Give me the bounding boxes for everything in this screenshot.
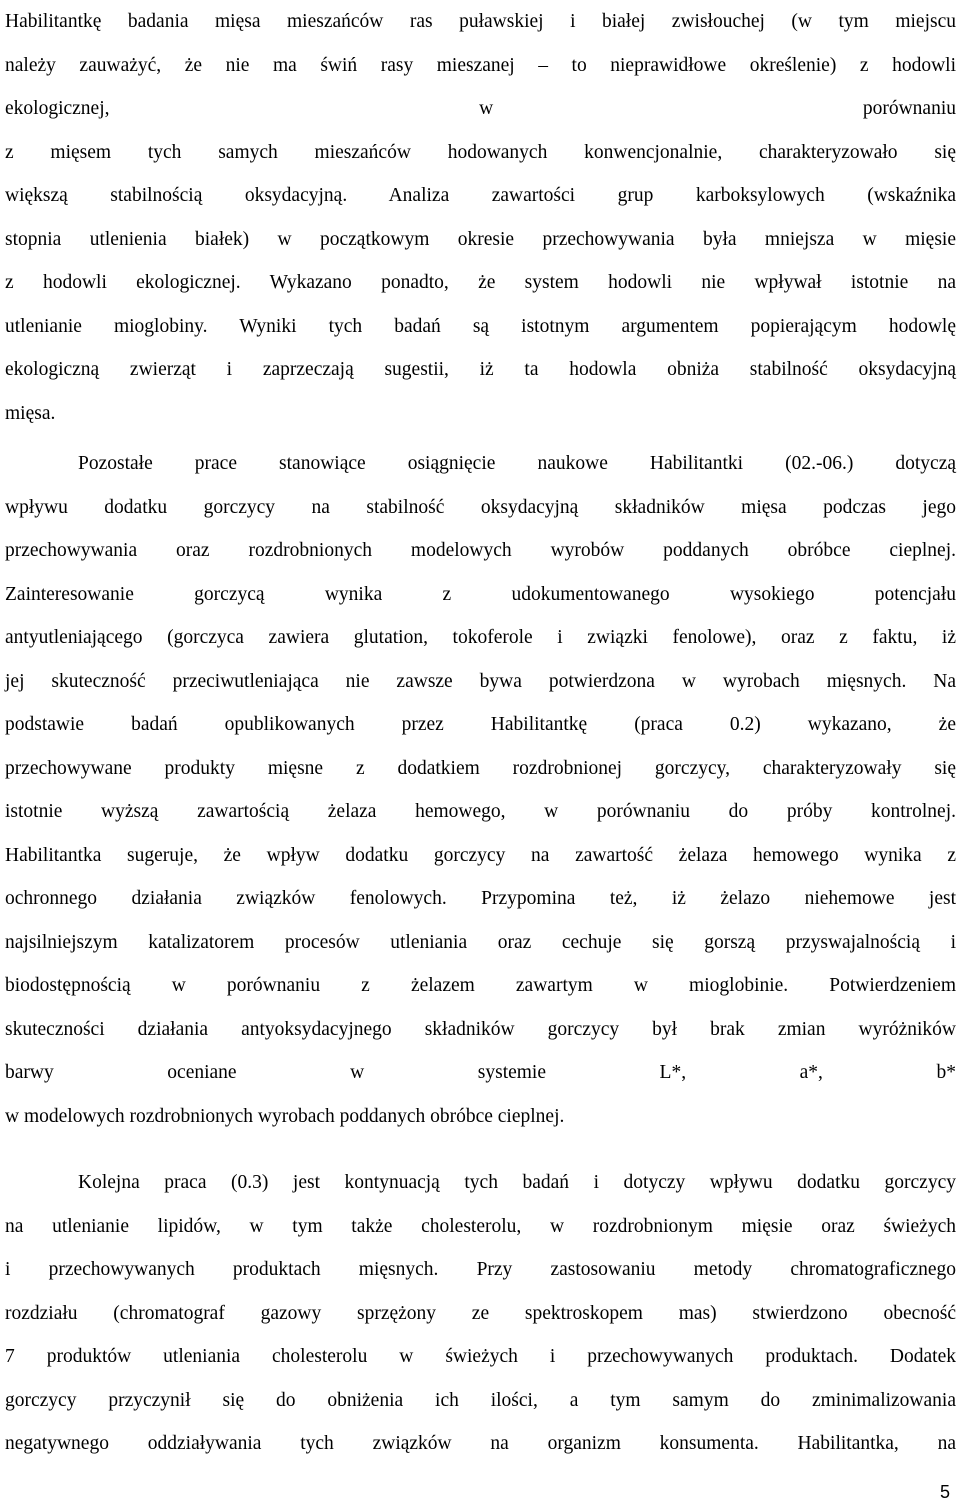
text-line: istotnie wyższą zawartością żelaza hemowego, w porównaniu do próby kontrolnej. [5,801,956,822]
text-line: przechowywania oraz rozdrobnionych modelowych wyrobów poddanych obróbce cieplnej. [5,540,956,561]
text-line: ekologiczną zwierząt i zaprzeczają sugestii, iż ta hodowla obniża stabilność oksydacyjną [5,359,956,380]
text-line: najsilniejszym katalizatorem procesów utleniania oraz cechuje się gorszą przyswajalnością i [5,931,956,953]
page-number: 5 [939,1482,950,1502]
text-line: w modelowych rozdrobnionych wyrobach poddanych obróbce cieplnej. [5,1105,565,1127]
text-line: z hodowli ekologicznej. Wykazano ponadto, że system hodowli nie wpływał istotnie na [5,272,956,293]
text-line: 7 produktów utleniania cholesterolu w świeżych i przechowywanych produktach. Dodatek [5,1346,956,1367]
text-line: skuteczności działania antyoksydacyjnego składników gorczycy był brak zmian wyróżników [5,1018,956,1040]
paragraph-2 [5,442,956,1138]
text-line: ekologicznej, w porównaniu [5,98,956,119]
text-line: większą stabilnością oksydacyjną. Analiza zawartości grup karboksylowych (wskaźnika [5,185,956,206]
text-line: Habilitantka sugeruje, że wpływ dodatku gorczycy na zawartość żelaza hemowego wynika z [5,844,956,866]
text-line: wpływu dodatku gorczycy na stabilność oksydacyjną składników mięsa podczas jego [5,496,956,518]
text-line: negatywnego oddziaływania tych związków na organizm konsumenta. Habilitantka, na [5,1433,956,1454]
text-line: utlenianie mioglobiny. Wyniki tych badań są istotnym argumentem popierającym hodowlę [5,315,956,337]
text-line: Zainteresowanie gorczycą wynika z udokumentowanego wysokiego potencjału [5,583,956,605]
text-line: barwy oceniane w systemie L*, a*, b* [5,1062,956,1083]
text-line: jej skuteczność przeciwutleniająca nie zawsze bywa potwierdzona w wyrobach mięsnych. Na [5,670,956,692]
document-page [5,0,956,1466]
text-line: mięsa. [5,402,56,424]
text-line: i przechowywanych produktach mięsnych. Przy zastosowaniu metody chromatograficznego [5,1259,956,1280]
text-line: antyutleniającego (gorczyca zawiera glutation, tokoferole i związki fenolowe), oraz z faktu, iż [5,627,956,648]
text-line: Pozostałe prace stanowiące osiągnięcie naukowe Habilitantki (02.-06.) dotyczą [78,453,956,474]
text-line: Kolejna praca (0.3) jest kontynuacją tych badań i dotyczy wpływu dodatku gorczycy [78,1172,956,1193]
text-line: stopnia utlenienia białek) w początkowym okresie przechowywania była mniejsza w mięsie [5,228,956,250]
text-line: rozdziału (chromatograf gazowy sprzężony ze spektroskopem mas) stwierdzono obecność [5,1302,956,1324]
paragraph-1 [5,0,956,435]
text-line: podstawie badań opublikowanych przez Habilitantkę (praca 0.2) wykazano, że [5,714,956,735]
paragraph-3 [5,1161,956,1466]
text-line: Habilitantkę badania mięsa mieszańców ras puławskiej i białej zwisłouchej (w tym miejscu [5,11,956,32]
text-line: z mięsem tych samych mieszańców hodowanych konwencjonalnie, charakteryzowało się [5,141,956,163]
text-line: ochronnego działania związków fenolowych. Przypomina też, iż żelazo niehemowe jest [5,888,956,909]
text-line: biodostępnością w porównaniu z żelazem zawartym w mioglobinie. Potwierdzeniem [5,975,956,996]
text-line: należy zauważyć, że nie ma świń rasy mieszanej – to nieprawidłowe określenie) z hodowli [5,54,956,76]
text-line: przechowywane produkty mięsne z dodatkiem rozdrobnionej gorczycy, charakteryzowały się [5,757,956,779]
text-line: gorczycy przyczynił się do obniżenia ich ilości, a tym samym do zminimalizowania [5,1389,956,1411]
text-line: na utlenianie lipidów, w tym także cholesterolu, w rozdrobnionym mięsie oraz świeżych [5,1215,956,1237]
